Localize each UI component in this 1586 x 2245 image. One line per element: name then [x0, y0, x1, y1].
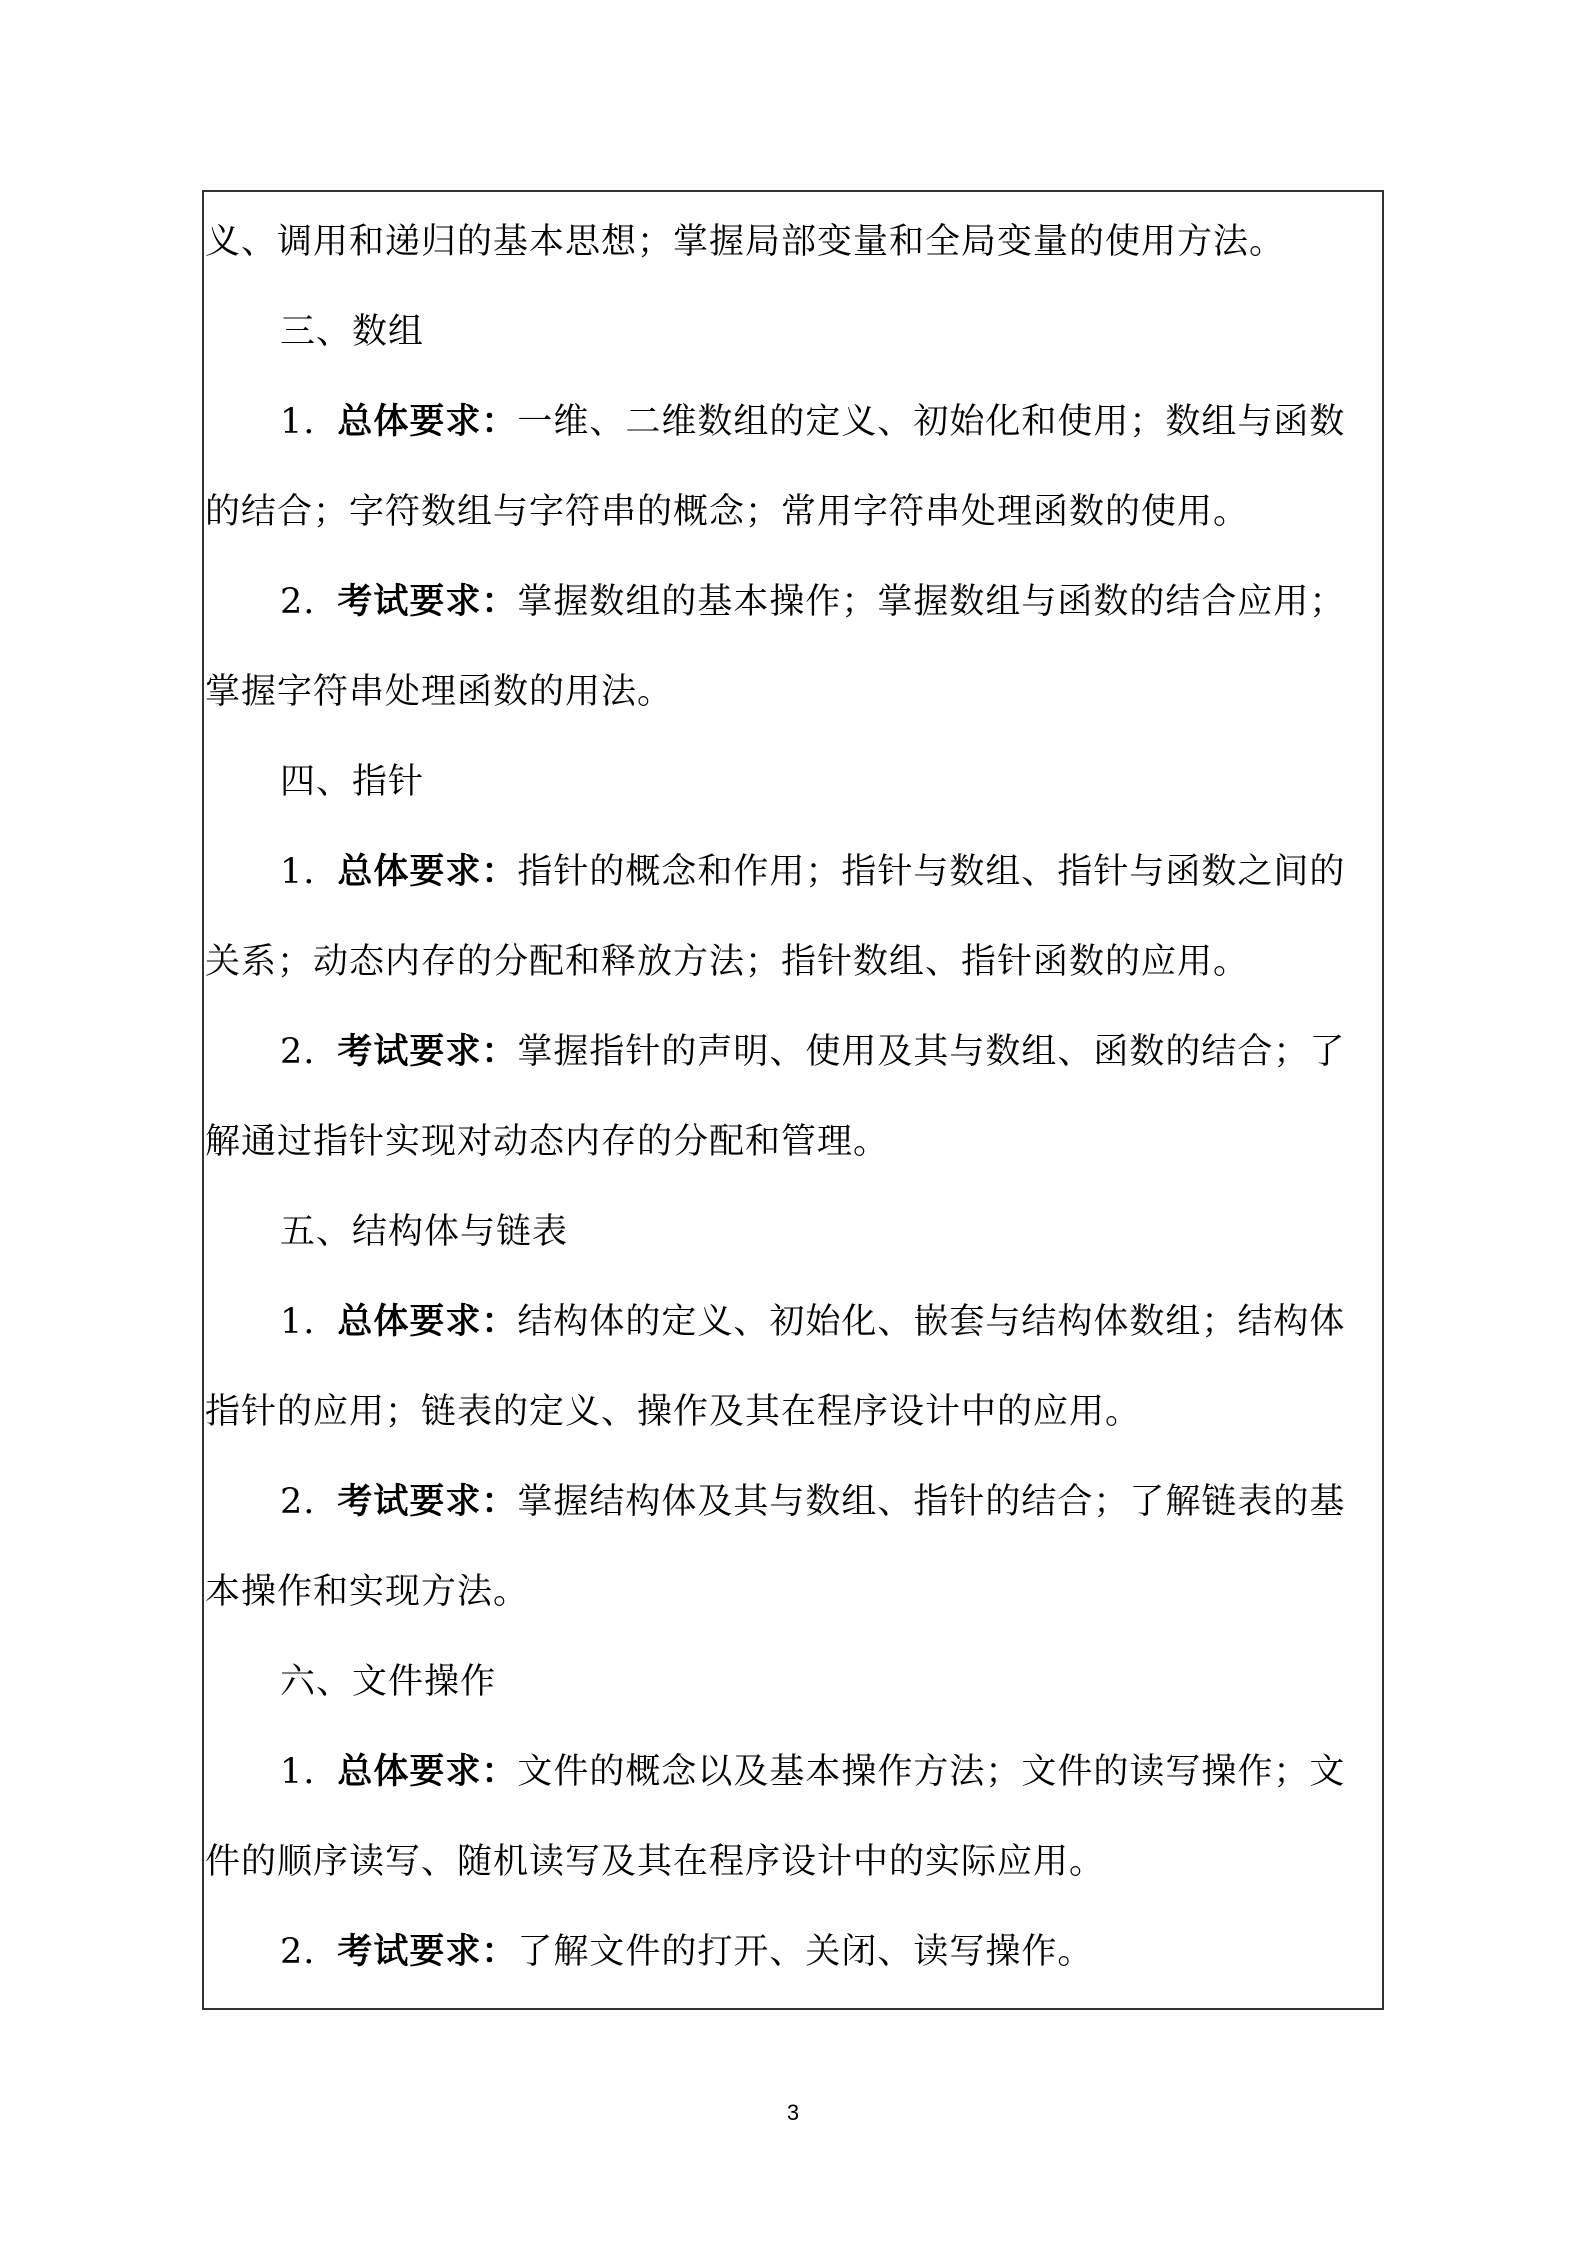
item-text: 文件的概念以及基本操作方法；文件的读写操作；文: [517, 1752, 1346, 1792]
line-text: 义、调用和递归的基本思想；掌握局部变量和全局变量的使用方法。: [205, 222, 1286, 262]
line-text: 指针的应用；链表的定义、操作及其在程序设计中的应用。: [205, 1392, 1142, 1432]
item-number: 2.: [280, 1032, 316, 1072]
heading-text: 四、指针: [280, 762, 425, 802]
item-label: 考试要求：: [337, 1931, 518, 1972]
item-line: [280, 572, 1385, 632]
item-text: 了解文件的打开、关闭、读写操作。: [517, 1932, 1094, 1972]
section-heading-arrays: [280, 302, 1385, 362]
line-text: 件的顺序读写、随机读写及其在程序设计中的实际应用。: [205, 1842, 1106, 1882]
heading-text: 六、文件操作: [280, 1662, 497, 1702]
item-number: 2.: [280, 1932, 316, 1972]
item-number: 1.: [280, 852, 316, 892]
item-line: [280, 1472, 1385, 1532]
section-heading-files: [280, 1652, 1385, 1712]
heading-text: 三、数组: [280, 312, 425, 352]
item-number: 1.: [280, 1752, 316, 1792]
item-label: 考试要求：: [337, 1481, 518, 1522]
item-number: 1.: [280, 402, 316, 442]
item-number: 1.: [280, 1302, 316, 1342]
section-heading-pointers: [280, 752, 1385, 812]
paragraph-line: [205, 932, 1385, 992]
paragraph-line: [205, 1832, 1385, 1892]
heading-text: 五、结构体与链表: [280, 1212, 569, 1252]
paragraph-line: [205, 482, 1385, 542]
line-text: 的结合；字符数组与字符串的概念；常用字符串处理函数的使用。: [205, 492, 1250, 532]
line-text: 本操作和实现方法。: [205, 1572, 530, 1612]
item-line: [280, 392, 1385, 452]
paragraph-line: [205, 1562, 1385, 1622]
item-text: 掌握结构体及其与数组、指针的结合；了解链表的基: [517, 1482, 1346, 1522]
content-frame: [202, 190, 1384, 2010]
item-text: 指针的概念和作用；指针与数组、指针与函数之间的: [517, 852, 1346, 892]
item-line: [280, 1022, 1385, 1082]
item-label: 总体要求：: [337, 401, 518, 442]
item-number: 2.: [280, 582, 316, 622]
item-text: 掌握指针的声明、使用及其与数组、函数的结合；了: [517, 1032, 1346, 1072]
item-number: 2.: [280, 1482, 316, 1522]
line-text: 掌握字符串处理函数的用法。: [205, 672, 674, 712]
line-text: 关系；动态内存的分配和释放方法；指针数组、指针函数的应用。: [205, 942, 1250, 982]
item-text: 一维、二维数组的定义、初始化和使用；数组与函数: [517, 402, 1346, 442]
paragraph-line: [205, 212, 1385, 272]
item-label: 考试要求：: [337, 1031, 518, 1072]
item-line: [280, 1742, 1385, 1802]
item-label: 总体要求：: [337, 1301, 518, 1342]
item-line: [280, 1292, 1385, 1352]
item-label: 总体要求：: [337, 1751, 518, 1792]
item-line: [280, 842, 1385, 902]
line-text: 解通过指针实现对动态内存的分配和管理。: [205, 1122, 890, 1162]
item-line: [280, 1922, 1385, 1982]
page-number: 3: [786, 2100, 800, 2125]
paragraph-line: [205, 662, 1385, 722]
item-text: 掌握数组的基本操作；掌握数组与函数的结合应用；: [517, 582, 1346, 622]
item-text: 结构体的定义、初始化、嵌套与结构体数组；结构体: [517, 1302, 1346, 1342]
item-label: 考试要求：: [337, 581, 518, 622]
paragraph-line: [205, 1382, 1385, 1442]
section-heading-structs: [280, 1202, 1385, 1262]
item-label: 总体要求：: [337, 851, 518, 892]
paragraph-line: [205, 1112, 1385, 1172]
